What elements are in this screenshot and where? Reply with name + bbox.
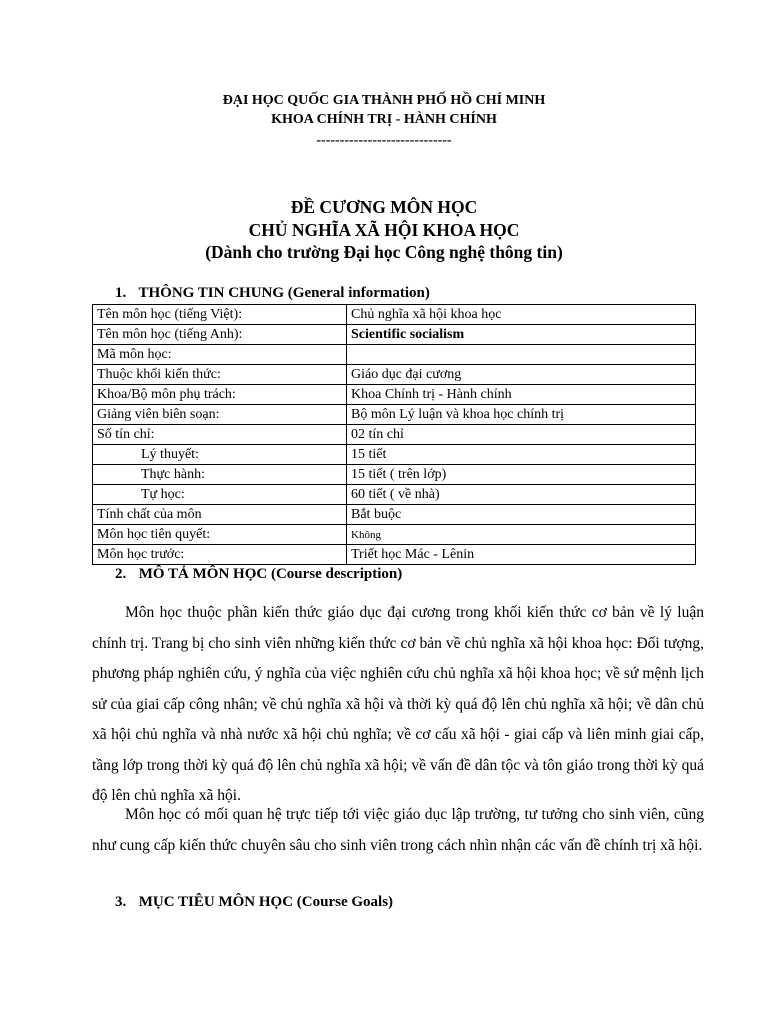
row-value: Giáo dục đại cương <box>347 365 696 385</box>
row-value: Triết học Mác - Lênin <box>347 545 696 565</box>
table-row <box>93 545 696 565</box>
table-row <box>93 325 696 345</box>
table-row <box>93 305 696 325</box>
section-number: 1. <box>115 285 127 301</box>
general-info-table <box>92 304 696 565</box>
row-label: Tự học: <box>93 485 347 505</box>
row-value: 60 tiết ( về nhà) <box>347 485 696 505</box>
row-value <box>347 345 696 365</box>
section-label: MÔ TẢ MÔN HỌC (Course description) <box>138 566 403 582</box>
table-row <box>93 465 696 485</box>
faculty-name: KHOA CHÍNH TRỊ - HÀNH CHÍNH <box>271 112 497 127</box>
table-row <box>93 445 696 465</box>
row-value: Bắt buộc <box>347 505 696 525</box>
section-number: 2. <box>115 566 127 582</box>
table-row <box>93 345 696 365</box>
course-title: CHỦ NGHĨA XÃ HỘI KHOA HỌC <box>248 220 520 240</box>
section-number: 3. <box>115 894 127 910</box>
row-label: Giảng viên biên soạn: <box>93 405 347 425</box>
table-row <box>93 405 696 425</box>
description-paragraph-1 <box>92 598 704 812</box>
row-label: Tên môn học (tiếng Việt): <box>93 305 347 325</box>
table-row <box>93 385 696 405</box>
row-label: Tên môn học (tiếng Anh): <box>93 325 347 345</box>
paragraph-text: Môn học có mối quan hệ trực tiếp tới việc giáo dục lập trường, tư tưởng cho sinh viên, cũng như cung cấp kiến thức chuyên sâu cho sinh viên trong cách nhìn nhận các vấn đề chính trị xã hội. <box>92 806 704 854</box>
table-row <box>93 505 696 525</box>
table-row <box>93 365 696 385</box>
row-label: Tính chất của môn <box>93 505 347 525</box>
header-divider: ----------------------------- <box>316 133 452 148</box>
row-label: Lý thuyết: <box>93 445 347 465</box>
row-value: Scientific socialism <box>347 325 696 345</box>
section-general-info-heading <box>115 285 430 302</box>
row-value: Chủ nghĩa xã hội khoa học <box>347 305 696 325</box>
document-title: ĐỀ CƯƠNG MÔN HỌC <box>290 197 478 217</box>
section-course-goals-heading <box>115 894 393 911</box>
table-row <box>93 425 696 445</box>
row-label: Số tín chỉ: <box>93 425 347 445</box>
university-name: ĐẠI HỌC QUỐC GIA THÀNH PHỐ HỒ CHÍ MINH <box>222 93 546 108</box>
row-label: Môn học tiên quyết: <box>93 525 347 545</box>
row-label: Mã môn học: <box>93 345 347 365</box>
row-value: 15 tiết <box>347 445 696 465</box>
description-paragraph-2 <box>92 800 704 861</box>
table-row <box>93 525 696 545</box>
row-value: 02 tín chỉ <box>347 425 696 445</box>
row-value: Khoa Chính trị - Hành chính <box>347 385 696 405</box>
row-label: Thuộc khối kiến thức: <box>93 365 347 385</box>
table-row <box>93 485 696 505</box>
row-value: Bộ môn Lý luận và khoa học chính trị <box>347 405 696 425</box>
row-value: Không <box>347 525 696 545</box>
row-label: Thực hành: <box>93 465 347 485</box>
section-course-description-heading <box>115 566 402 583</box>
row-label: Khoa/Bộ môn phụ trách: <box>93 385 347 405</box>
row-label: Môn học trước: <box>93 545 347 565</box>
course-audience: (Dành cho trường Đại học Công nghệ thông tin) <box>205 242 563 262</box>
section-label: THÔNG TIN CHUNG (General information) <box>138 285 430 301</box>
paragraph-text: Môn học thuộc phần kiến thức giáo dục đại cương trong khối kiến thức cơ bản về lý luận chính trị. Trang bị cho sinh viên những kiến thức cơ bản về chủ nghĩa xã hội khoa học: Đối tượng, phương pháp nghiên cứu, ý nghĩa của việc nghiên cứu chủ nghĩa xã hội khoa học; về sứ mệnh lịch sử của giai cấp công nhân; về chủ nghĩa xã hội và thời kỳ quá độ lên chủ nghĩa xã hội; về dân chủ xã hội chủ nghĩa và nhà nước xã hội chủ nghĩa; về cơ cấu xã hội - giai cấp và liên minh giai cấp, tầng lớp trong thời kỳ quá độ lên chủ nghĩa xã hội; về vấn đề dân tộc và tôn giáo trong thời kỳ quá độ lên chủ nghĩa xã hội. <box>92 604 704 804</box>
section-label: MỤC TIÊU MÔN HỌC (Course Goals) <box>138 894 394 910</box>
row-value: 15 tiết ( trên lớp) <box>347 465 696 485</box>
